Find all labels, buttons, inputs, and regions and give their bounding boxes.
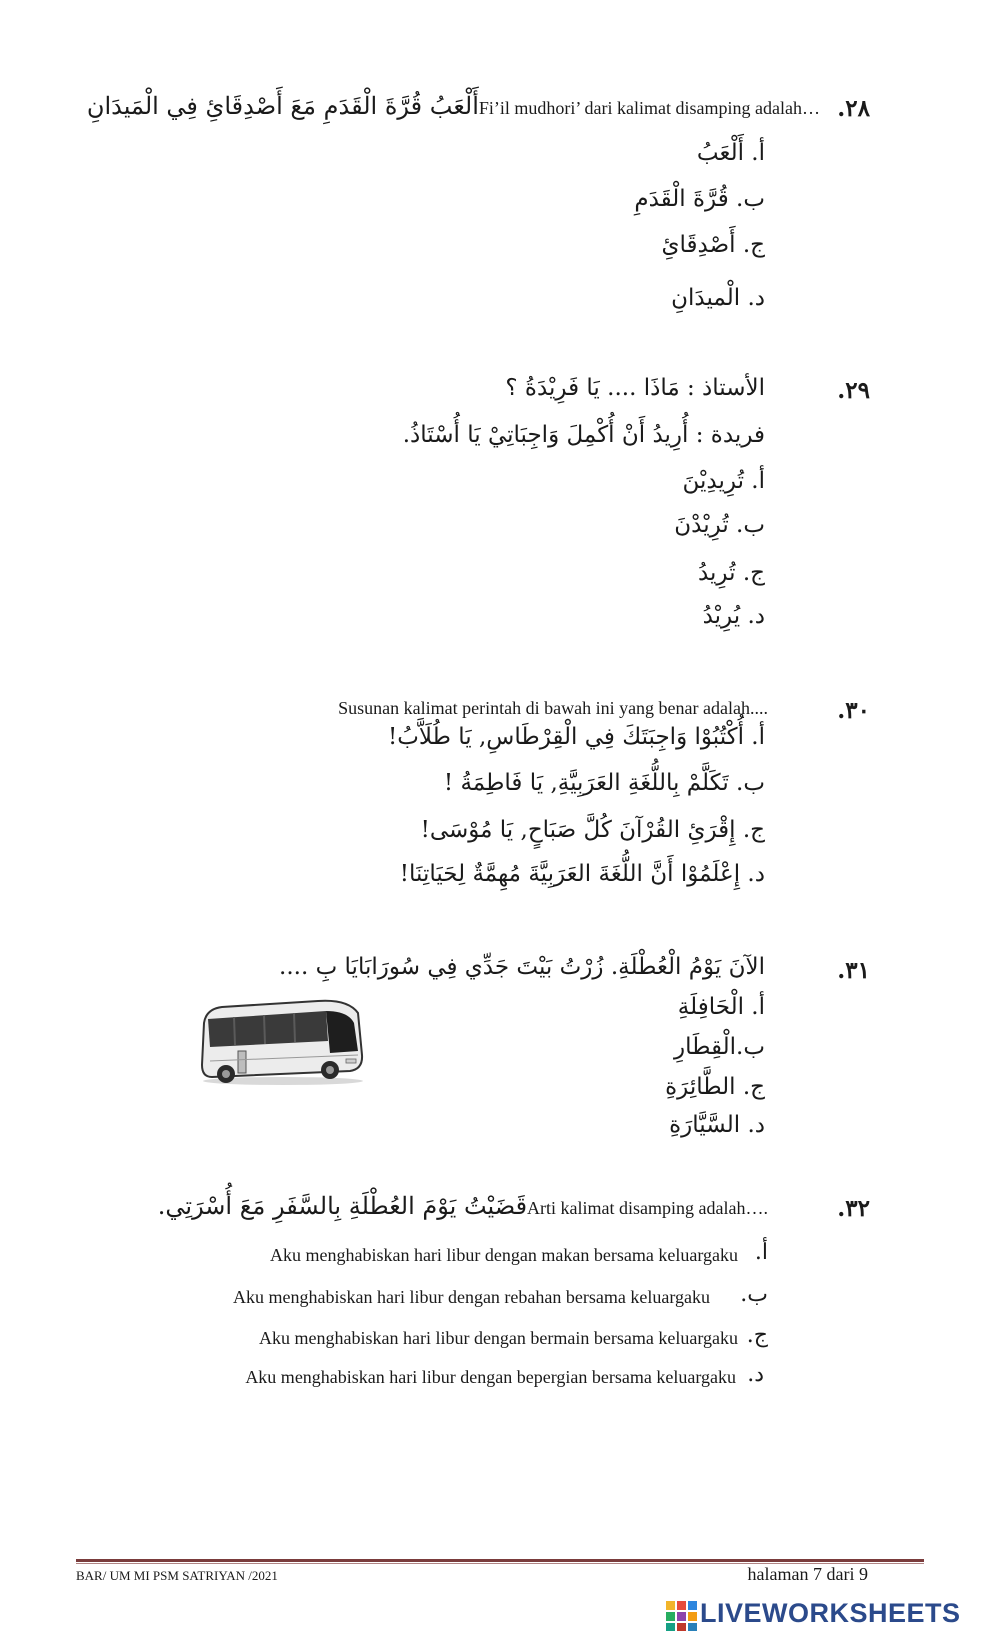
- footer-page-number: halaman 7 dari 9: [747, 1564, 868, 1584]
- question-number-30: ٣٠.: [837, 697, 870, 724]
- q29-option-c[interactable]: ج. تُرِيدُ: [697, 560, 765, 586]
- q32-option-b-letter: ب.: [740, 1282, 768, 1307]
- q29-option-b[interactable]: ب. تُرِيْدْنَ: [674, 512, 765, 538]
- footer-rule: [76, 1559, 924, 1562]
- q32-option-c-letter: ج.: [746, 1323, 768, 1348]
- question-31-text: الآنَ يَوْمُ الْعُطْلَةِ. زُرْتُ بَيْتَ جَدِّي فِي سُورَابَايَا بِ ....: [279, 954, 765, 980]
- q28-option-b[interactable]: ب. قُرَّةَ الْقَدَمِ: [634, 186, 765, 212]
- q32-option-a-text[interactable]: Aku menghabiskan hari libur dengan makan bersama keluargaku: [269, 1245, 738, 1265]
- q30-option-b[interactable]: ب. تَكَلَّمْ بِاللُّغَةِ العَرَبِيَّةِ, يَا فَاطِمَةُ !: [443, 770, 765, 796]
- q31-option-c[interactable]: ج. الطَّائِرَةِ: [665, 1074, 765, 1100]
- footer-left-text: BAR/ UM MI PSM SATRIYAN /2021: [76, 1568, 278, 1583]
- question-number-29: ٢٩.: [837, 377, 870, 404]
- q30-option-a[interactable]: أ. أُكْتُبُوْا وَاجِبَتَكَ فِي الْقِرْطَاسِ, يَا طُلَاَّبُ!: [388, 724, 765, 750]
- liveworksheets-logo-text[interactable]: LIVEWORKSHEETS: [700, 1598, 961, 1628]
- question-32-arabic: قَضَيْتُ يَوْمَ العُطْلَةِ بِالسَّفَرِ مَعَ أُسْرَتِي.: [157, 1192, 528, 1220]
- q32-option-c-text[interactable]: Aku menghabiskan hari libur dengan bermain bersama keluargaku: [258, 1328, 738, 1348]
- q32-option-d-text[interactable]: Aku menghabiskan hari libur dengan bepergian bersama keluargaku: [245, 1367, 736, 1387]
- q28-option-c[interactable]: ج. أَصْدِقَائِ: [661, 232, 765, 258]
- question-number-28: ٢٨.: [837, 95, 870, 122]
- q32-option-d-letter: د.: [747, 1362, 764, 1387]
- q29-option-a[interactable]: أ. تُرِيدِيْنَ: [682, 468, 765, 494]
- q31-option-d[interactable]: د. السَّيَّارَةِ: [669, 1112, 765, 1138]
- q30-option-c[interactable]: ج. إِقْرَئِ القُرْآنَ كُلَّ صَبَاحٍ, يَا مُوْسَى!: [420, 817, 765, 843]
- question-30-text: Susunan kalimat perintah di bawah ini yang benar adalah....: [338, 698, 768, 718]
- question-number-32: ٣٢.: [837, 1195, 870, 1222]
- liveworksheets-logo-icon: [666, 1601, 700, 1631]
- question-28-line: [87, 92, 820, 120]
- q29-option-d[interactable]: د. يُرِيْدُ: [702, 603, 765, 629]
- q32-option-a-letter: أ.: [754, 1240, 768, 1265]
- q30-option-d[interactable]: د. إِعْلَمُوْا أَنَّ اللُّغَةَ العَرَبِيَّةَ مُهِمَّةٌ لِحَيَاتِنَا!: [399, 861, 765, 887]
- question-32-line: [158, 1192, 768, 1220]
- q32-option-b-text[interactable]: Aku menghabiskan hari libur dengan rebahan bersama keluargaku: [233, 1287, 710, 1307]
- q28-option-d[interactable]: د. الْميدَانِ: [671, 285, 765, 311]
- question-29-line-farida: فريدة : أُرِيدُ أَنْ أُكْمِلَ وَاجِبَاتِيْ يَا أُسْتَاذُ.: [402, 422, 765, 448]
- question-29-line-teacher: الأستاذ : مَاذَا .... يَا فَرِيْدَةُ ؟: [505, 375, 765, 401]
- question-number-31: ٣١.: [837, 957, 870, 984]
- question-28-latin: Fi’il mudhori’ dari kalimat disamping adalah…: [478, 98, 820, 118]
- bus-illustration-icon: [198, 995, 368, 1087]
- question-32-latin: Arti kalimat disamping adalah….: [527, 1198, 768, 1218]
- q31-option-b[interactable]: ب.الْقِطَارِ: [674, 1034, 765, 1060]
- q31-option-a[interactable]: أ. الْحَافِلَةِ: [677, 994, 765, 1020]
- q28-option-a[interactable]: أ. أَلْعَبُ: [696, 140, 765, 166]
- question-28-arabic: أَلْعَبُ قُرَّةَ الْقَدَمِ مَعَ أَصْدِقَائِ فِي الْمَيدَانِ: [86, 92, 479, 120]
